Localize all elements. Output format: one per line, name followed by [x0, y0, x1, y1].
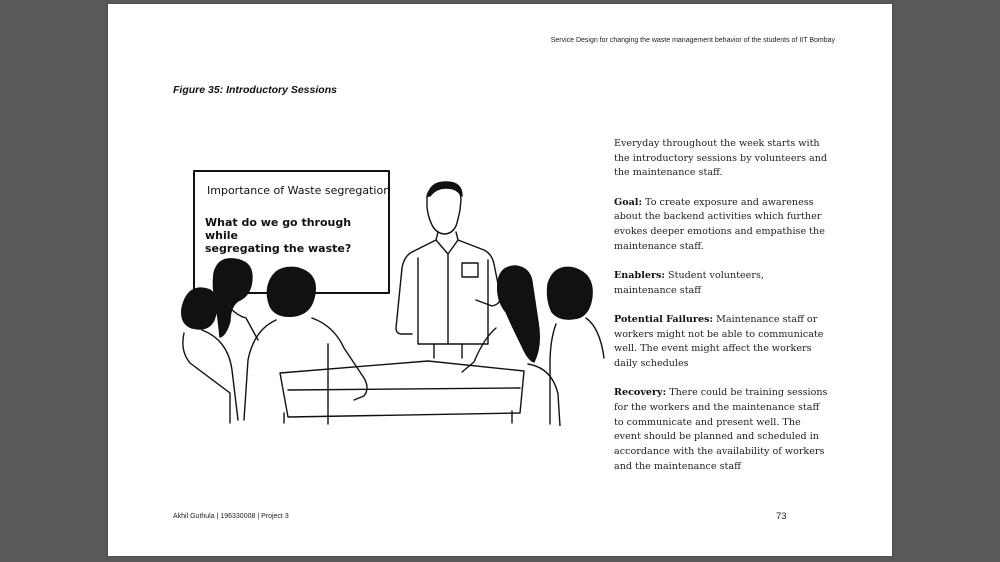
student-right-2: [548, 267, 605, 424]
board-title: Importance of Waste segregation: [207, 184, 391, 197]
failures-text: Maintenance staff or workers might not be able to communicate well. The event might affect the workers daily schedules: [614, 313, 824, 369]
recovery-label: Recovery:: [614, 387, 667, 399]
document-page: [108, 4, 892, 556]
goal-label: Goal:: [614, 196, 642, 208]
enablers-paragraph: [614, 269, 828, 298]
introductory-session-illustration: [172, 168, 612, 426]
board-question: [205, 216, 385, 255]
goal-paragraph: [614, 196, 828, 255]
board-question-line-1: What do we go through while: [205, 216, 352, 242]
student-left-2: [213, 259, 258, 340]
failures-paragraph: [614, 313, 828, 372]
recovery-text: There could be training sessions for the workers and the maintenance staff to communicate and present well. The event should be planned and scheduled in accordance with the availability of workers and the maintenance staff: [614, 387, 828, 472]
page-number: 73: [776, 511, 787, 522]
figure-caption: Figure 35: Introductory Sessions: [173, 84, 337, 96]
goal-text: To create exposure and awareness about the backend activities which further evokes deeper emotions and empathise the maintenance staff.: [614, 196, 825, 252]
failures-label: Potential Failures:: [614, 313, 714, 325]
intro-paragraph: Everyday throughout the week starts with the introductory sessions by volunteers and the maintenance staff.: [614, 138, 828, 179]
board-question-line-2: segregating the waste?: [205, 242, 352, 255]
enablers-text: Student volunteers, maintenance staff: [614, 269, 764, 296]
illustration-drawing: [172, 168, 612, 426]
running-header: Service Design for changing the waste management behavior of the students of IIT Bombay: [550, 37, 835, 44]
description-text: [614, 137, 828, 489]
recovery-paragraph: [614, 386, 828, 474]
footer-author: Akhil Guthula | 196330008 | Project 3: [173, 513, 289, 520]
presenter-figure: [396, 182, 500, 358]
enablers-label: Enablers:: [614, 269, 665, 281]
